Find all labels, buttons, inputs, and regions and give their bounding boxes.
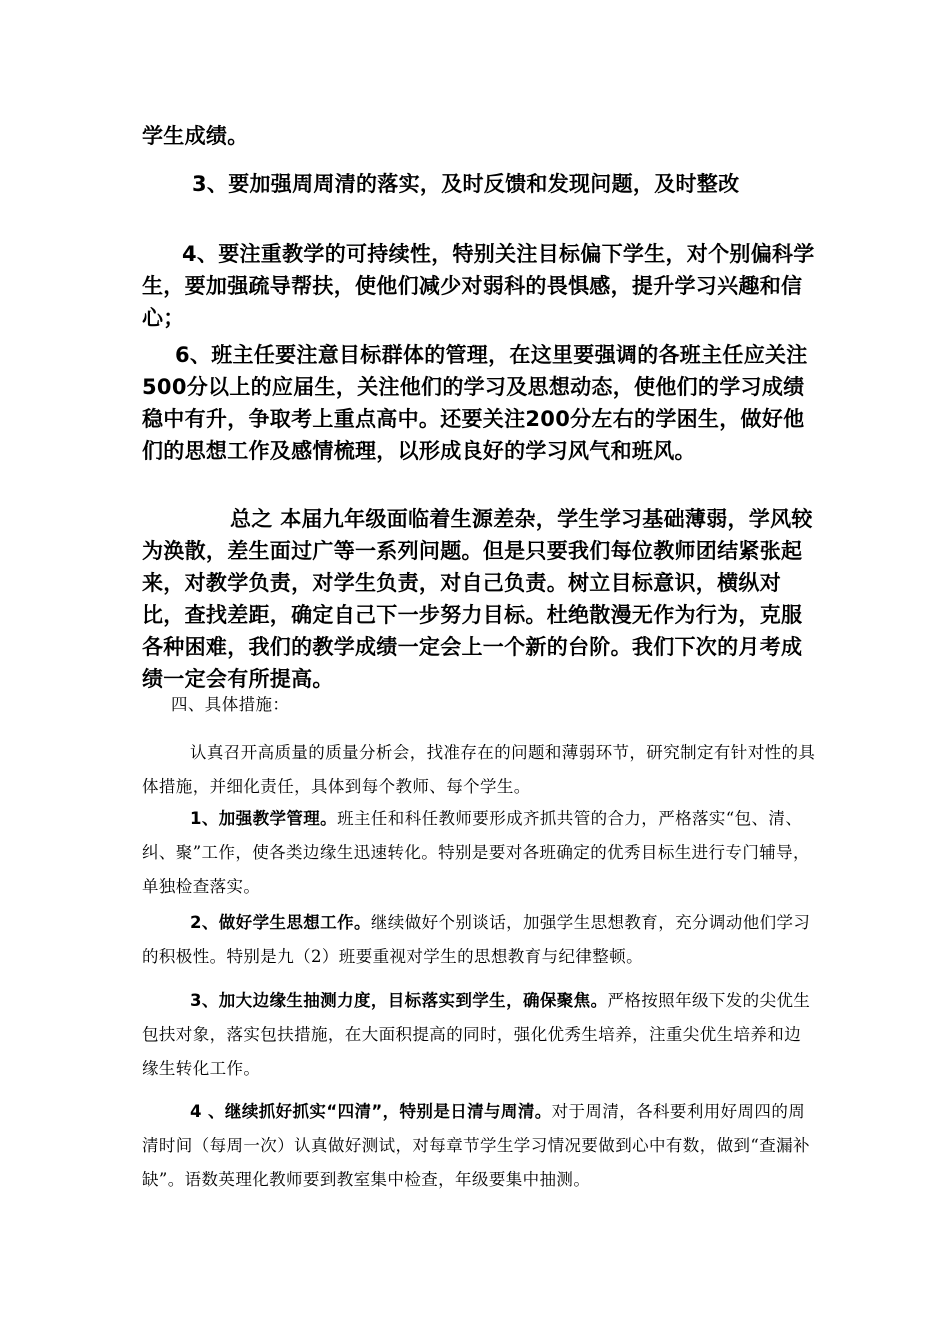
- measure-2: [142, 906, 817, 974]
- measure-2-text: 继续做好个别谈话，加强学生思想教育，充分调动他们学习的积极性。特别是九（2）班要重视对学生的思想教育与纪律整顿。: [142, 913, 811, 966]
- measure-1-text: 班主任和科任教师要形成齐抓共管的合力，严格落实“包、清、纠、聚”工作，使各类边缘生迅速转化。特别是要对各班确定的优秀目标生进行专门辅导，单独检查落实。: [142, 809, 810, 896]
- measure-3: [142, 984, 817, 1086]
- section-heading-measures: 四、具体措施：: [171, 695, 290, 714]
- item-6: 6、班主任要注意目标群体的管理，在这里要强调的各班主任应关注500分以上的应届生，关注他们的学习及思想动态，使他们的学习成绩稳中有升，争取考上重点高中。还要关注200分左右的学困生，做好他们的思想工作及感情梳理，以形成良好的学习风气和班风。: [142, 343, 808, 463]
- measure-1: [142, 802, 817, 904]
- measure-4-title: 4 、继续抓好抓实“四清”，特别是日清与周清。: [190, 1102, 552, 1121]
- measure-4-text: 对于周清，各科要利用好周四的周清时间（每周一次）认真做好测试，对每章节学生学习情况要做到心中有数，做到“查漏补缺”。语数英理化教师要到教室集中检查，年级要集中抽测。: [142, 1102, 810, 1189]
- measure-2-title: 2、做好学生思想工作。: [190, 913, 371, 932]
- paragraph-continuation: 学生成绩。: [142, 124, 249, 148]
- measure-3-text: 严格按照年级下发的尖优生包扶对象，落实包扶措施，在大面积提高的同时，强化优秀生培养，注重尖优生培养和边缘生转化工作。: [142, 991, 811, 1078]
- item-4: 4、要注重教学的可持续性，特别关注目标偏下学生，对个别偏科学生，要加强疏导帮扶，使他们减少对弱科的畏惧感，提升学习兴趣和信心；: [142, 242, 815, 330]
- measures-intro: 认真召开高质量的质量分析会，找准存在的问题和薄弱环节，研究制定有针对性的具体措施，并细化责任，具体到每个教师、每个学生。: [142, 743, 816, 796]
- summary-paragraph: 总之 本届九年级面临着生源差杂，学生学习基础薄弱，学风较为涣散，差生面过广等一系列问题。但是只要我们每位教师团结紧张起来，对教学负责，对学生负责，对自己负责。树立目标意识，横纵对比，查找差距，确定自己下一步努力目标。杜绝散漫无作为行为，克服各种困难，我们的教学成绩一定会上一个新的台阶。我们下次的月考成绩一定会有所提高。: [142, 507, 813, 691]
- measure-3-title: 3、加大边缘生抽测力度，目标落实到学生，确保聚焦。: [190, 991, 608, 1010]
- measure-4: [142, 1095, 817, 1197]
- measure-1-title: 1、加强教学管理。: [190, 809, 338, 828]
- item-3: 3、要加强周周清的落实，及时反馈和发现问题，及时整改: [192, 172, 740, 196]
